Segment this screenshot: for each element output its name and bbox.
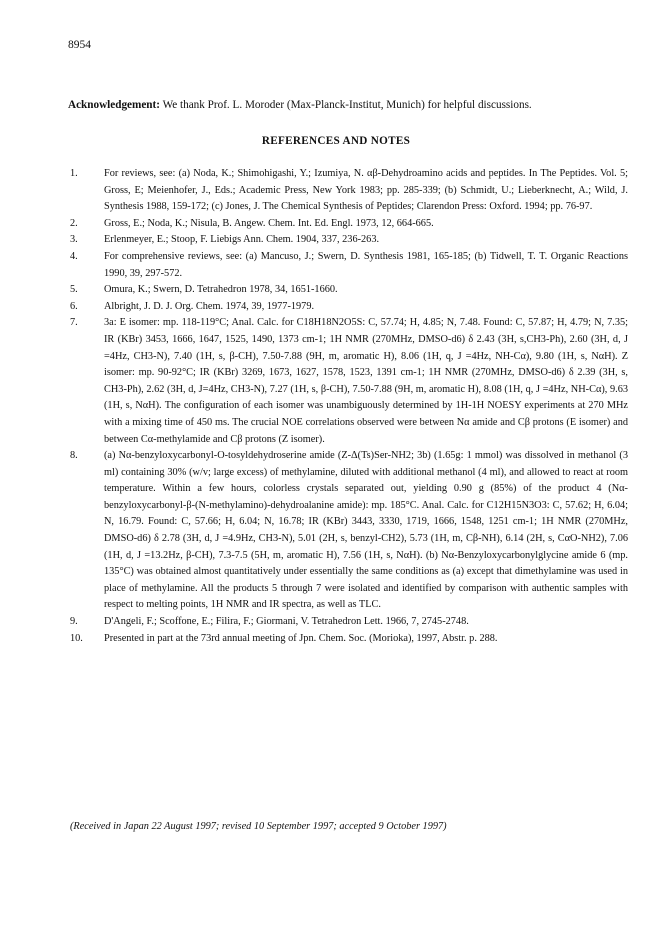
reference-text: 3a: E isomer: mp. 118-119°C; Anal. Calc. for C18H18N2O5S: C, 57.74; H, 4.85; N, 7.48. Found: C, 57.87; H, 4.79; N, 7.35; IR (KBr) 3453, 1666, 1647, 1525, 1490, 1373 cm-1; 1H NMR (270MHz, DMSO-d6) δ 2.43 (3H, s,CH3-Ph), 2.60 (3H, d, J =4Hz, CH3-N), 7.40 (1H, s, β-CH), 7.50-7.88 (9H, m, aromatic H), 8.06 (1H, q, J =4Hz, NH-Cα), 9.80 (1H, s, NαH). Z isomer: mp. 90-92°C; IR (KBr) 3269, 1673, 1627, 1578, 1523, 1391 cm-1; 1H NMR (270MHz, DMSO-d6) δ 2.39 (3H, s, CH3-Ph), 2.62 (3H, d, J=4Hz, CH3-N), 7.27 (1H, s, β-CH), 7.50-7.88 (9H, m, aromatic H), 8.08 (1H, q, J =4Hz, NH-Cα), 9.63 (1H, s, NαH). The configuration of each isomer was unambiguously determined by 1H-1H NOESY experiments at 270 MHz with a mixing time of 450 ms. The crucial NOE correlations observed were between Nα amide and Cβ protons (E isomer) and between Cα-methylamide and Cβ protons (Z isomer). xyxy=(104,317,628,445)
reference-number: 7. xyxy=(70,317,78,329)
reference-number: 2. xyxy=(70,217,78,229)
reference-item xyxy=(68,166,628,216)
reference-item xyxy=(68,614,628,631)
reference-number: 6. xyxy=(70,300,78,312)
acknowledgement-label: Acknowledgement: xyxy=(68,99,160,111)
reference-item xyxy=(68,631,628,648)
reference-number: 5. xyxy=(70,284,78,296)
reference-text: Albright, J. D. J. Org. Chem. 1974, 39, 1977-1979. xyxy=(104,300,315,312)
reference-text: For comprehensive reviews, see: (a) Mancuso, J.; Swern, D. Synthesis 1981, 165-185; (b) Tidwell, T. T. Organic Reactions 1990, 39, 297-572. xyxy=(104,250,628,279)
reference-item xyxy=(68,315,628,448)
received-dates: (Received in Japan 22 August 1997; revised 10 September 1997; accepted 9 October 1997) xyxy=(70,821,447,832)
reference-text: Gross, E.; Noda, K.; Nisula, B. Angew. Chem. Int. Ed. Engl. 1973, 12, 664-665. xyxy=(104,217,434,229)
reference-text: (a) Nα-benzyloxycarbonyl-O-tosyldehydroserine amide (Z-Δ(Ts)Ser-NH2; 3b) (1.65g: 1 mmol) was dissolved in methanol (3 ml) containing 30% (w/v; large excess) of methylamine, diluted with additional methanol (4 ml), and allowed to react at room temperature. Within a few hours, colorless crystals separated out, yielding 0.90 g (85%) of the product 4 (Nα-benzyloxycarbonyl-β-(N-methylamino)-dehydroalanine amide): mp. 185°C. Anal. Calc. for C12H15N3O3: C, 57.62; H, 6.04; N, 16.79. Found: C, 57.66; H, 6.04; N, 16.78; IR (KBr) 3443, 3330, 1719, 1666, 1548, 1251 cm-1; 1H NMR (270MHz, DMSO-d6) δ 2.78 (3H, d, J =4.9Hz, CH3-N), 5.01 (2H, s, benzyl-CH2), 5.73 (1H, m, Cβ-NH), 6.14 (2H, s, CαO-NH2), 7.06 (1H, d, J =13.2Hz, β-CH), 7.3-7.5 (5H, m, aromatic H), 7.56 (1H, s, NαH). (b) Nα-Benzyloxycarbonylglycine amide 6 (mp. 135°C) was obtained almost quantitatively under essentially the same conditions as (a) except that dimethylamine was used in place of methylamine. All the products 5 through 7 were isolated and identified by comparison with authentic samples with respect to melting points, 1H NMR and IR spectra, as well as TLC. xyxy=(104,450,628,611)
reference-text: Erlenmeyer, E.; Stoop, F. Liebigs Ann. Chem. 1904, 337, 236-263. xyxy=(104,234,380,246)
reference-number: 9. xyxy=(70,616,78,628)
reference-item xyxy=(68,232,628,249)
reference-text: D'Angeli, F.; Scoffone, E.; Filira, F.; Giormani, V. Tetrahedron Lett. 1966, 7, 2745-2748. xyxy=(104,616,469,628)
reference-number: 3. xyxy=(70,234,78,246)
reference-number: 8. xyxy=(70,450,78,462)
reference-number: 10. xyxy=(70,632,83,644)
reference-text: For reviews, see: (a) Noda, K.; Shimohigashi, Y.; Izumiya, N. αβ-Dehydroamino acids and peptides. In The Peptides. Vol. 5; Gross, E; Meienhofer, J., Eds.; Academic Press, New York 1983; pp. 285-339; (b) Schmidt, U.; Lieberknecht, A.; Wild, J. Synthesis 1988, 159-172; (c) Jones, J. The Chemical Synthesis of Peptides; Clarendon Press: Oxford. 1994; pp. 76-97. xyxy=(104,168,628,213)
reference-item xyxy=(68,249,628,282)
reference-number: 1. xyxy=(70,168,78,179)
reference-text: Presented in part at the 73rd annual meeting of Jpn. Chem. Soc. (Morioka), 1997, Abstr. p. 288. xyxy=(104,632,498,644)
reference-item xyxy=(68,299,628,316)
reference-item xyxy=(68,216,628,233)
reference-item xyxy=(68,282,628,299)
reference-text: Omura, K.; Swern, D. Tetrahedron 1978, 34, 1651-1660. xyxy=(104,284,338,296)
references-heading: REFERENCES AND NOTES xyxy=(261,135,411,147)
reference-item xyxy=(68,448,628,614)
references-list xyxy=(68,166,628,647)
acknowledgement-text: We thank Prof. L. Moroder (Max-Planck-Institut, Munich) for helpful discussions. xyxy=(159,99,532,111)
page-number: 8954 xyxy=(68,39,91,51)
acknowledgement xyxy=(68,99,628,111)
reference-number: 4. xyxy=(70,250,78,262)
